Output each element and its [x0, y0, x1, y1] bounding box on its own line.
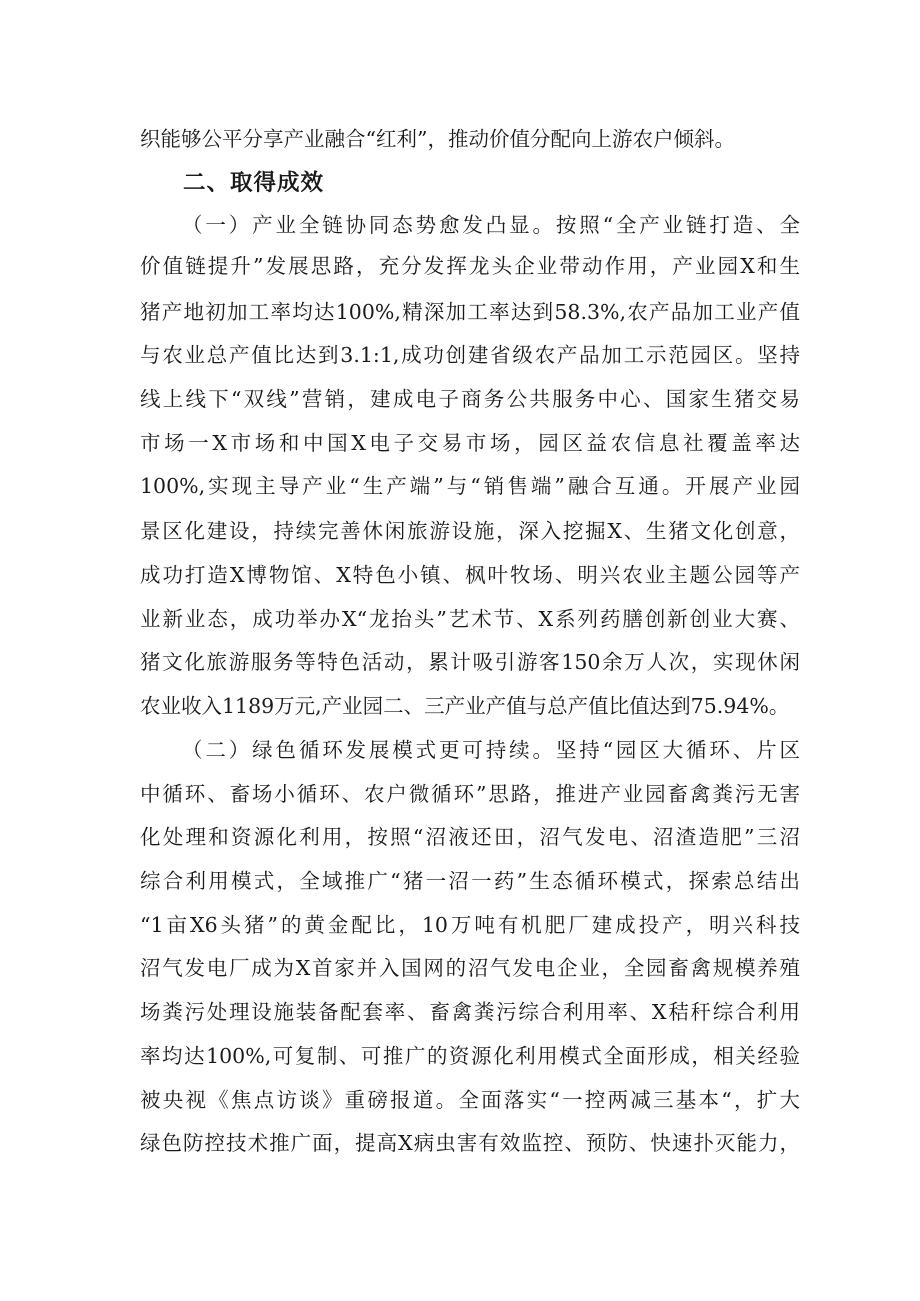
paragraph-line: 市场一X市场和中国X电子交易市场，园区益农信息社覆盖率达 [140, 431, 800, 455]
paragraph-line: 成功打造X博物馆、X特色小镇、枫叶牧场、明兴农业主题公园等产 [140, 563, 800, 587]
paragraph-line: 100%,实现主导产业“生产端”与“销售端”融合互通。开展产业园 [140, 474, 800, 498]
paragraph-line: 场粪污处理设施装备配套率、畜禽粪污综合利用率、X秸秆综合利用 [140, 1000, 800, 1024]
section-heading: 二、取得成效 [183, 170, 325, 196]
paragraph-line: （二）绿色循环发展模式更可持续。坚持“园区大循环、片区 [182, 738, 800, 762]
paragraph-line: （一）产业全链协同态势愈发凸显。按照“全产业链打造、全 [182, 213, 800, 237]
paragraph-line: 业新业态，成功举办X“龙抬头”艺术节、X系列药膳创新创业大赛、 [140, 607, 800, 631]
paragraph-line: 农业收入1189万元,产业园二、三产业产值与总产值比值达到75.94%。 [140, 694, 790, 718]
paragraph-line: 综合利用模式，全域推广“猪一沼一药”生态循环模式，探索总结出 [140, 869, 800, 893]
paragraph-line: 猪文化旅游服务等特色活动，累计吸引游客150余万人次，实现休闲 [140, 650, 800, 674]
paragraph-line: 价值链提升”发展思路，充分发挥龙头企业带动作用，产业园X和生 [140, 254, 800, 278]
paragraph-line: 景区化建设，持续完善休闲旅游设施，深入挖掘X、生猪文化创意， [140, 519, 800, 543]
paragraph-line: 沼气发电厂成为X首家并入国网的沼气发电企业，全园畜禽规模养殖 [140, 956, 800, 980]
paragraph-line: 被央视《焦点访谈》重磅报道。全面落实“一控两减三基本“，扩大 [140, 1088, 800, 1112]
paragraph-line: 绿色防控技术推广面，提高X病虫害有效监控、预防、快速扑灭能力， [140, 1131, 800, 1155]
paragraph-line: 猪产地初加工率均达100%,精深加工率达到58.3%,农产品加工业产值 [140, 300, 800, 324]
intro-tail-line: 织能够公平分享产业融合“红利”，推动价值分配向上游农户倾斜。 [140, 127, 735, 151]
paragraph-line: 化处理和资源化利用，按照“沼液还田，沼气发电、沼渣造肥”三沼 [140, 825, 800, 849]
paragraph-line: “1亩X6头猪”的黄金配比，10万吨有机肥厂建成投产，明兴科技 [140, 913, 800, 937]
paragraph-line: 线上线下“双线”营销，建成电子商务公共服务中心、国家生猪交易 [140, 387, 800, 411]
paragraph-line: 率均达100%,可复制、可推广的资源化利用模式全面形成，相关经验 [140, 1044, 800, 1068]
paragraph-line: 与农业总产值比达到3.1:1,成功创建省级农产品加工示范园区。坚持 [140, 343, 800, 367]
paragraph-line: 中循环、畜场小循环、农户微循环”思路，推进产业园畜禽粪污无害 [140, 782, 800, 806]
